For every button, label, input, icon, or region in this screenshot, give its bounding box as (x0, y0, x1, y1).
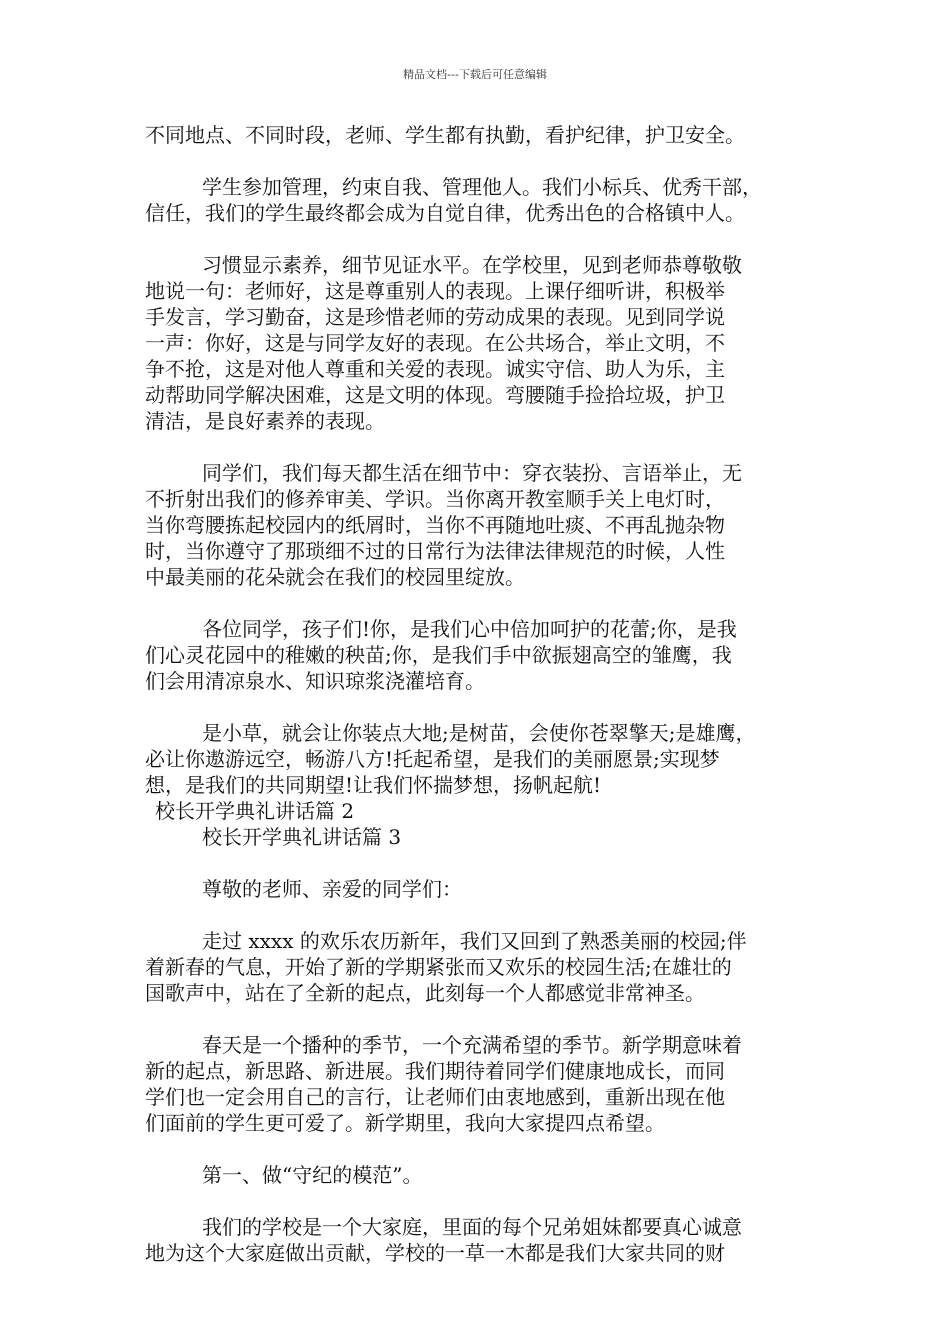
paragraph-line: 不折射出我们的修养审美、学识。当你离开教室顺手关上电灯时， (145, 487, 725, 511)
paragraph-line: 各位同学，孩子们!你，是我们心中倍加呵护的花蕾;你，是我 (202, 617, 737, 641)
paragraph-line: 们心灵花园中的稚嫩的秧苗;你，是我们手中欲振翅高空的雏鹰，我 (145, 643, 732, 667)
page-header: 精品文档---下载后可任意编辑 (403, 68, 547, 81)
paragraph-line: 学生参加管理，约束自我、管理他人。我们小标兵、优秀干部， (202, 175, 762, 199)
text-line: 不同地点、不同时段，老师、学生都有执勤，看护纪律，护卫安全。 (145, 123, 745, 147)
paragraph-gap (145, 850, 807, 876)
paragraph-line: 地为这个大家庭做出贡献，学校的一草一木都是我们大家共同的财 (145, 1241, 725, 1265)
paragraph-line: 争不抢，这是对他人尊重和关爱的表现。诚实守信、助人为乐，主 (145, 357, 725, 381)
paragraph-line: 当你弯腰拣起校园内的纸屑时，当你不再随地吐痰、不再乱抛杂物 (145, 513, 725, 537)
paragraph-gap (145, 226, 807, 252)
paragraph-gap (145, 590, 807, 616)
paragraph-gap (145, 434, 807, 460)
paragraph-line: 国歌声中，站在了全新的起点，此刻每一个人都感觉非常神圣。 (145, 981, 705, 1005)
section-heading-2: 校长开学典礼讲话篇 2 (155, 799, 355, 823)
section-heading-3: 校长开学典礼讲话篇 3 (202, 825, 402, 849)
paragraph-gap (145, 1188, 807, 1214)
paragraph-line: 着新春的气息，开始了新的学期紧张而又欢乐的校园生活;在雄壮的 (145, 955, 732, 979)
paragraph-line: 时，当你遵守了那琐细不过的日常行为法律法律规范的时候，人性 (145, 539, 725, 563)
paragraph-line: 必让你遨游远空，畅游八方!托起希望，是我们的美丽愿景;实现梦 (145, 747, 720, 771)
paragraph-line: 们面前的学生更可爱了。新学期里，我向大家提四点希望。 (145, 1111, 665, 1135)
paragraph-line: 想，是我们的共同期望!让我们怀揣梦想，扬帆起航! (145, 773, 602, 797)
paragraph-line: 春天是一个播种的季节，一个充满希望的季节。新学期意味着 (202, 1033, 742, 1057)
paragraph-line: 清洁，是良好素养的表现。 (145, 409, 385, 433)
paragraph-line: 同学们，我们每天都生活在细节中：穿衣装扮、言语举止，无 (202, 461, 742, 485)
paragraph-line: 我们的学校是一个大家庭，里面的每个兄弟姐妹都要真心诚意 (202, 1215, 742, 1239)
paragraph-line: 是小草，就会让你装点大地;是树苗，会使你苍翠擎天;是雄鹰， (202, 721, 756, 745)
paragraph-line: 新的起点，新思路、新进展。我们期待着同学们健康地成长，而同 (145, 1059, 725, 1083)
paragraph-line: 一声：你好，这是与同学友好的表现。在公共场合，举止文明，不 (145, 331, 725, 355)
paragraph-line: 走过 xxxx 的欢乐农历新年，我们又回到了熟悉美丽的校园;伴 (202, 929, 747, 953)
paragraph-gap (145, 902, 807, 928)
paragraph-line: 学们也一定会用自己的言行，让老师们由衷地感到，重新出现在他 (145, 1085, 725, 1109)
paragraph-gap (145, 1136, 807, 1162)
greeting: 尊敬的老师、亲爱的同学们： (202, 877, 462, 901)
paragraph-line: 们会用清凉泉水、知识琼浆浇灌培育。 (145, 669, 485, 693)
paragraph-line: 信任，我们的学生最终都会成为自觉自律，优秀出色的合格镇中人。 (145, 201, 745, 225)
paragraph-line: 中最美丽的花朵就会在我们的校园里绽放。 (145, 565, 525, 589)
paragraph-line: 习惯显示素养，细节见证水平。在学校里，见到老师恭尊敬敬 (202, 253, 742, 277)
paragraph-line: 动帮助同学解决困难，这是文明的体现。弯腰随手捡拾垃圾，护卫 (145, 383, 725, 407)
paragraph-line: 手发言，学习勤奋，这是珍惜老师的劳动成果的表现。见到同学说 (145, 305, 725, 329)
paragraph-gap (145, 1006, 807, 1032)
document-body (145, 122, 807, 1266)
paragraph-line: 第一、做“守纪的模范”。 (202, 1163, 423, 1187)
paragraph-gap (145, 148, 807, 174)
paragraph-line: 地说一句：老师好，这是尊重别人的表现。上课仔细听讲，积极举 (145, 279, 725, 303)
paragraph-gap (145, 694, 807, 720)
